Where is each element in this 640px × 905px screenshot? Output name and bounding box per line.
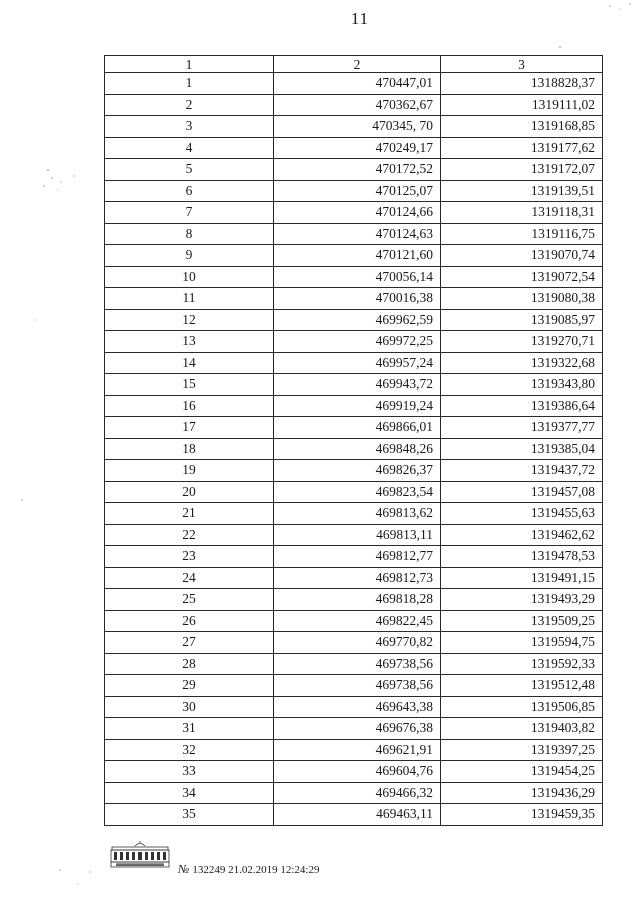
table-row: [105, 567, 603, 589]
point-number-cell: 21: [105, 503, 274, 525]
point-number-cell: 28: [105, 653, 274, 675]
x-coordinate-cell: 470447,01: [274, 73, 441, 95]
y-coordinate-cell: 1319386,64: [441, 395, 603, 417]
x-coordinate-cell: 469813,62: [274, 503, 441, 525]
y-coordinate-cell: 1319385,04: [441, 438, 603, 460]
point-number-cell: 32: [105, 739, 274, 761]
point-number-cell: 3: [105, 116, 274, 138]
table-row: [105, 632, 603, 654]
table-row: [105, 696, 603, 718]
table-row: [105, 481, 603, 503]
building-stamp-icon: [108, 840, 172, 870]
table-row: [105, 718, 603, 740]
point-number-cell: 35: [105, 804, 274, 826]
x-coordinate-cell: 469604,76: [274, 761, 441, 783]
y-coordinate-cell: 1319168,85: [441, 116, 603, 138]
point-number-cell: 34: [105, 782, 274, 804]
y-coordinate-cell: 1319457,08: [441, 481, 603, 503]
point-number-cell: 19: [105, 460, 274, 482]
x-coordinate-cell: 470121,60: [274, 245, 441, 267]
table-row: [105, 309, 603, 331]
point-number-cell: 24: [105, 567, 274, 589]
y-coordinate-cell: 1319116,75: [441, 223, 603, 245]
table-row: [105, 739, 603, 761]
point-number-cell: 33: [105, 761, 274, 783]
y-coordinate-cell: 1319070,74: [441, 245, 603, 267]
point-number-cell: 9: [105, 245, 274, 267]
x-coordinate-cell: 470345, 70: [274, 116, 441, 138]
x-coordinate-cell: 469848,26: [274, 438, 441, 460]
y-coordinate-cell: 1319491,15: [441, 567, 603, 589]
y-coordinate-cell: 1319459,35: [441, 804, 603, 826]
table-row: [105, 94, 603, 116]
y-coordinate-cell: 1319437,72: [441, 460, 603, 482]
table-header-row: [105, 56, 603, 73]
y-coordinate-cell: 1319072,54: [441, 266, 603, 288]
point-number-cell: 31: [105, 718, 274, 740]
y-coordinate-cell: 1319493,29: [441, 589, 603, 611]
table-row: [105, 223, 603, 245]
y-coordinate-cell: 1319343,80: [441, 374, 603, 396]
column-header-2: 2: [274, 56, 441, 73]
x-coordinate-cell: 470124,66: [274, 202, 441, 224]
y-coordinate-cell: 1319177,62: [441, 137, 603, 159]
point-number-cell: 30: [105, 696, 274, 718]
table-row: [105, 589, 603, 611]
table-row: [105, 782, 603, 804]
x-coordinate-cell: 470172,52: [274, 159, 441, 181]
point-number-cell: 8: [105, 223, 274, 245]
y-coordinate-cell: 1319462,62: [441, 524, 603, 546]
point-number-cell: 12: [105, 309, 274, 331]
y-coordinate-cell: 1319270,71: [441, 331, 603, 353]
x-coordinate-cell: 469919,24: [274, 395, 441, 417]
y-coordinate-cell: 1319397,25: [441, 739, 603, 761]
x-coordinate-cell: 470056,14: [274, 266, 441, 288]
y-coordinate-cell: 1319592,33: [441, 653, 603, 675]
table-row: [105, 438, 603, 460]
x-coordinate-cell: 469972,25: [274, 331, 441, 353]
table-row: [105, 159, 603, 181]
y-coordinate-cell: 1319478,53: [441, 546, 603, 568]
table-row: [105, 460, 603, 482]
y-coordinate-cell: 1319111,02: [441, 94, 603, 116]
x-coordinate-cell: 470016,38: [274, 288, 441, 310]
x-coordinate-cell: 470362,67: [274, 94, 441, 116]
table-row: [105, 395, 603, 417]
point-number-cell: 10: [105, 266, 274, 288]
y-coordinate-cell: 1319454,25: [441, 761, 603, 783]
x-coordinate-cell: 469812,77: [274, 546, 441, 568]
point-number-cell: 26: [105, 610, 274, 632]
y-coordinate-cell: 1319455,63: [441, 503, 603, 525]
x-coordinate-cell: 469813,11: [274, 524, 441, 546]
column-header-3: 3: [441, 56, 603, 73]
point-number-cell: 5: [105, 159, 274, 181]
x-coordinate-cell: 470124,63: [274, 223, 441, 245]
y-coordinate-cell: 1319080,38: [441, 288, 603, 310]
x-coordinate-cell: 469676,38: [274, 718, 441, 740]
x-coordinate-cell: 469823,54: [274, 481, 441, 503]
point-number-cell: 27: [105, 632, 274, 654]
table-row: [105, 417, 603, 439]
x-coordinate-cell: 469738,56: [274, 653, 441, 675]
y-coordinate-cell: 1319594,75: [441, 632, 603, 654]
table-row: [105, 266, 603, 288]
x-coordinate-cell: 469943,72: [274, 374, 441, 396]
y-coordinate-cell: 1319322,68: [441, 352, 603, 374]
table-row: [105, 675, 603, 697]
y-coordinate-cell: 1319172,07: [441, 159, 603, 181]
x-coordinate-cell: 469818,28: [274, 589, 441, 611]
x-coordinate-cell: 469466,32: [274, 782, 441, 804]
y-coordinate-cell: 1319085,97: [441, 309, 603, 331]
x-coordinate-cell: 470249,17: [274, 137, 441, 159]
x-coordinate-cell: 469822,45: [274, 610, 441, 632]
table-row: [105, 180, 603, 202]
point-number-cell: 29: [105, 675, 274, 697]
point-number-cell: 16: [105, 395, 274, 417]
table-row: [105, 503, 603, 525]
table-row: [105, 288, 603, 310]
point-number-cell: 13: [105, 331, 274, 353]
point-number-cell: 1: [105, 73, 274, 95]
y-coordinate-cell: 1319377,77: [441, 417, 603, 439]
table-body: [105, 73, 603, 826]
point-number-cell: 2: [105, 94, 274, 116]
x-coordinate-cell: 470125,07: [274, 180, 441, 202]
point-number-cell: 18: [105, 438, 274, 460]
x-coordinate-cell: 469962,59: [274, 309, 441, 331]
y-coordinate-cell: 1319512,48: [441, 675, 603, 697]
point-number-cell: 4: [105, 137, 274, 159]
x-coordinate-cell: 469812,73: [274, 567, 441, 589]
point-number-cell: 11: [105, 288, 274, 310]
x-coordinate-cell: 469826,37: [274, 460, 441, 482]
y-coordinate-cell: 1319436,29: [441, 782, 603, 804]
table-row: [105, 524, 603, 546]
y-coordinate-cell: 1319506,85: [441, 696, 603, 718]
table-row: [105, 116, 603, 138]
table-row: [105, 352, 603, 374]
point-number-cell: 20: [105, 481, 274, 503]
table-row: [105, 804, 603, 826]
table-row: [105, 374, 603, 396]
table-row: [105, 610, 603, 632]
y-coordinate-cell: 1319403,82: [441, 718, 603, 740]
table-row: [105, 331, 603, 353]
table-row: [105, 202, 603, 224]
point-number-cell: 17: [105, 417, 274, 439]
x-coordinate-cell: 469866,01: [274, 417, 441, 439]
x-coordinate-cell: 469770,82: [274, 632, 441, 654]
x-coordinate-cell: 469738,56: [274, 675, 441, 697]
table-row: [105, 761, 603, 783]
registration-number-sign: №: [178, 862, 190, 876]
coordinates-table: [104, 55, 603, 826]
table-row: [105, 546, 603, 568]
point-number-cell: 25: [105, 589, 274, 611]
registration-footer: [178, 862, 319, 877]
x-coordinate-cell: 469621,91: [274, 739, 441, 761]
point-number-cell: 7: [105, 202, 274, 224]
table-row: [105, 653, 603, 675]
y-coordinate-cell: 1319139,51: [441, 180, 603, 202]
y-coordinate-cell: 1319118,31: [441, 202, 603, 224]
y-coordinate-cell: 1319509,25: [441, 610, 603, 632]
table-row: [105, 137, 603, 159]
point-number-cell: 23: [105, 546, 274, 568]
point-number-cell: 15: [105, 374, 274, 396]
point-number-cell: 6: [105, 180, 274, 202]
y-coordinate-cell: 1318828,37: [441, 73, 603, 95]
table-row: [105, 73, 603, 95]
x-coordinate-cell: 469463,11: [274, 804, 441, 826]
table-row: [105, 245, 603, 267]
x-coordinate-cell: 469643,38: [274, 696, 441, 718]
point-number-cell: 22: [105, 524, 274, 546]
column-header-1: 1: [105, 56, 274, 73]
page-number: 11: [350, 9, 370, 28]
point-number-cell: 14: [105, 352, 274, 374]
registration-number-and-timestamp: 132249 21.02.2019 12:24:29: [192, 864, 320, 876]
x-coordinate-cell: 469957,24: [274, 352, 441, 374]
